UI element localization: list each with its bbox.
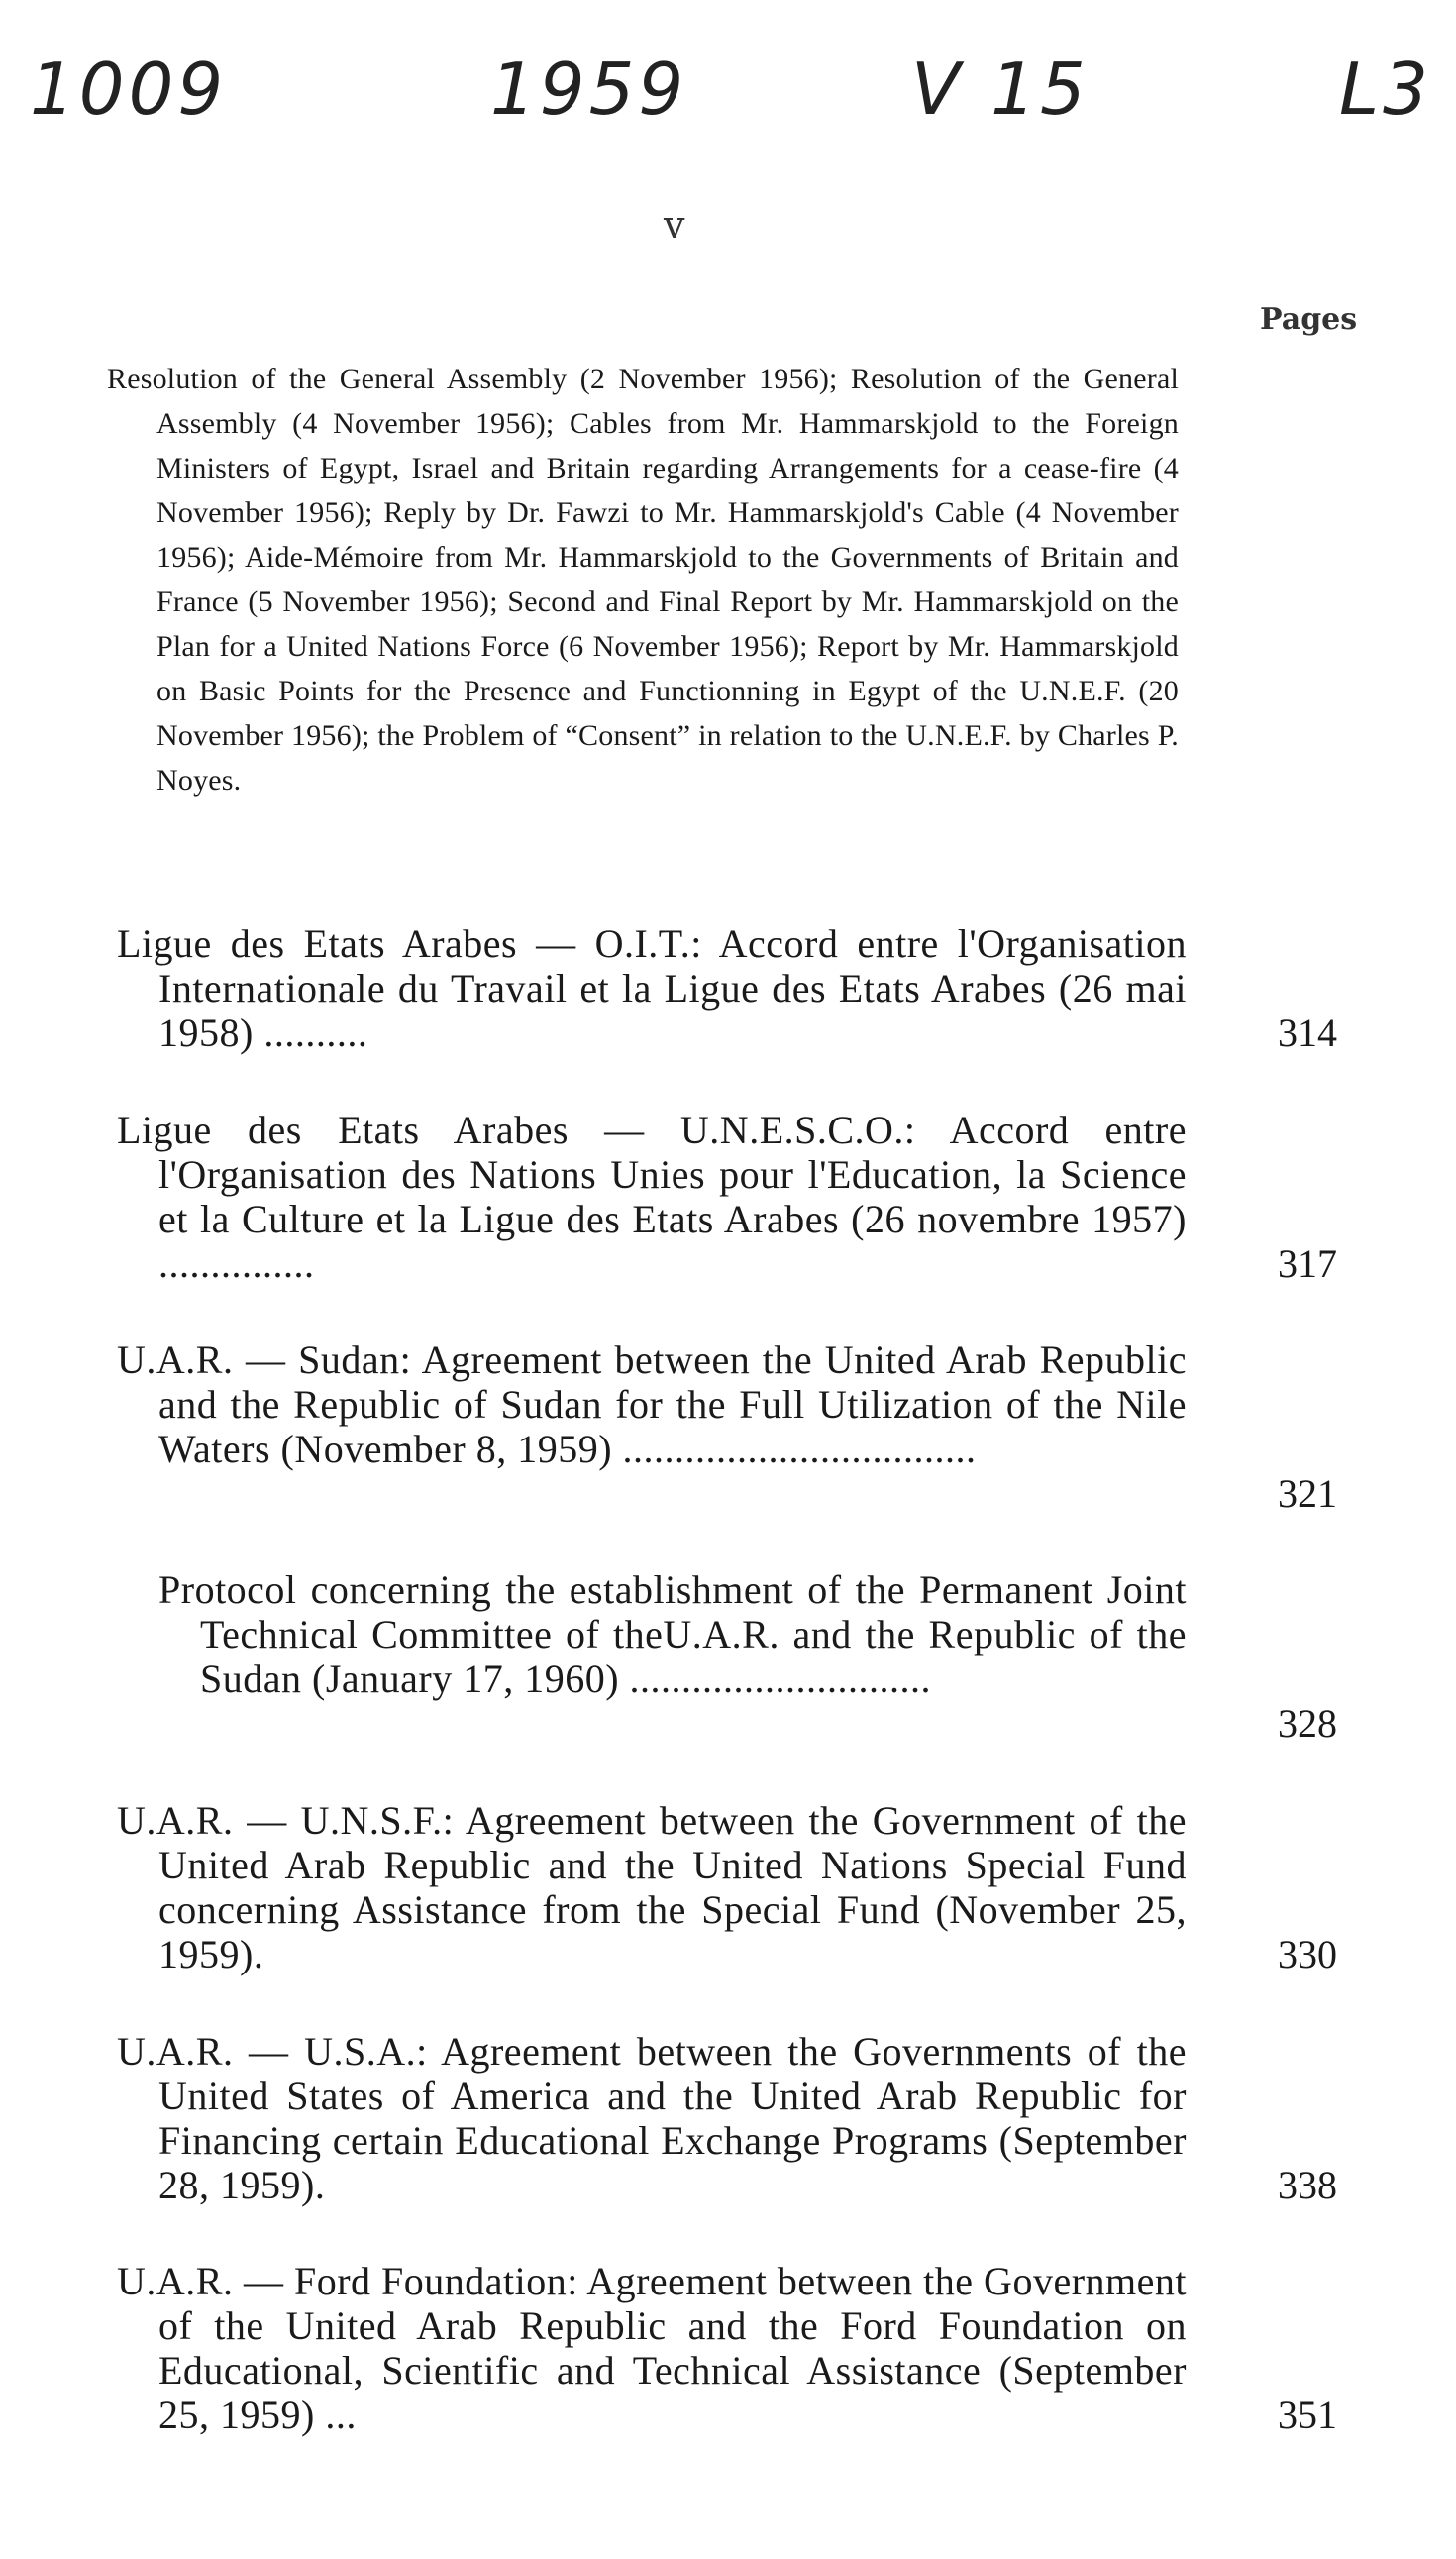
toc-entry-2: Ligue des Etats Arabes — U.N.E.S.C.O.: Accord entre l'Organisation des Nations Unies pour l'Education, la Science et la Culture et la Ligue des Etats Arabes (26 novembre 1957) ...............	[117, 1108, 1187, 1286]
toc-entry-6: U.A.R. — U.S.A.: Agreement between the Governments of the United States of America and the United Arab Republic for Financing certain Educational Exchange Programs (September 28, 1959).	[117, 2029, 1187, 2207]
toc-page-1: 314	[1278, 1011, 1337, 1055]
toc-page-2: 317	[1278, 1241, 1337, 1286]
handwritten-note-1: 1009	[30, 48, 228, 131]
toc-page-7: 351	[1278, 2393, 1337, 2437]
toc-entry-7: U.A.R. — Ford Foundation: Agreement between the Government of the United Arab Republic and the Ford Foundation on Educational, Scientific and Technical Assistance (September 25, 1959) ...	[117, 2259, 1187, 2437]
toc-entry-3: U.A.R. — Sudan: Agreement between the United Arab Republic and the Republic of Sudan for the Full Utilization of the Nile Waters (November 8, 1959) ..................................	[117, 1337, 1187, 1471]
toc-page-3: 321	[1278, 1471, 1337, 1516]
pages-column-header: Pages	[1260, 302, 1358, 337]
toc-page-6: 338	[1278, 2163, 1337, 2207]
handwritten-note-4: L3	[1339, 48, 1432, 131]
toc-entry-1: Ligue des Etats Arabes — O.I.T.: Accord entre l'Organisation Internationale du Travail et la Ligue des Etats Arabes (26 mai 1958) ..........	[117, 921, 1187, 1055]
toc-page-4: 328	[1278, 1701, 1337, 1746]
toc-entry-5: U.A.R. — U.N.S.F.: Agreement between the Government of the United Arab Republic and the United Nations Special Fund concerning Assistance from the Special Fund (November 25, 1959).	[117, 1798, 1187, 1976]
toc-entry-4: Protocol concerning the establishment of the Permanent Joint Technical Committee of theU.A.R. and the Republic of the Sudan (January 17, 1960) .............................	[158, 1567, 1187, 1701]
page-number-roman: v	[664, 203, 685, 247]
toc-page-5: 330	[1278, 1932, 1337, 1976]
handwritten-note-2: 1959	[490, 48, 688, 131]
intro-paragraph: Resolution of the General Assembly (2 November 1956); Resolution of the General Assembly (4 November 1956); Cables from Mr. Hammarskjold to the Foreign Ministers of Egypt, Israel and Britain regarding Arrangements for a cease-fire (4 November 1956); Reply by Dr. Fawzi to Mr. Hammarskjold's Cable (4 November 1956); Aide-Mémoire from Mr. Hammarskjold to the Governments of Britain and France (5 November 1956); Second and Final Report by Mr. Hammarskjold on the Plan for a United Nations Force (6 November 1956); Report by Mr. Hammarskjold on Basic Points for the Presence and Functionning in Egypt of the U.N.E.F. (20 November 1956); the Problem of “Consent” in relation to the U.N.E.F. by Charles P. Noyes.	[107, 363, 1179, 797]
handwritten-note-3: V 15	[911, 48, 1090, 131]
